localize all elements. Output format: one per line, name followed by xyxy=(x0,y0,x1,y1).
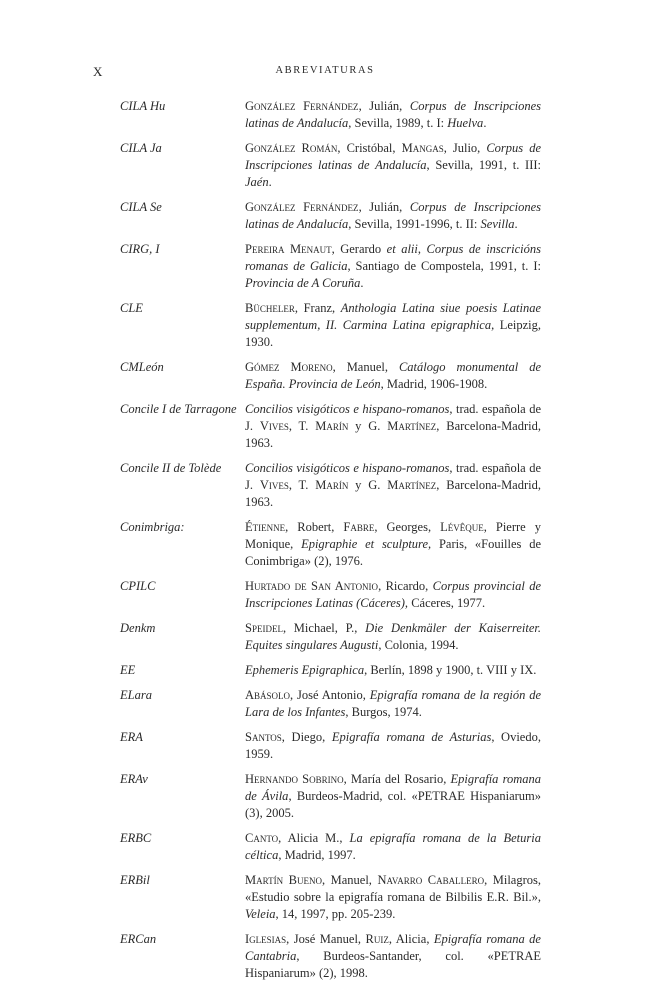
abbreviation-entry xyxy=(0,662,650,679)
author-name: Abásolo xyxy=(245,688,291,702)
abbreviation-entry xyxy=(0,140,650,191)
bibliographic-reference xyxy=(245,729,541,763)
abbreviation-term: CILA Hu xyxy=(120,99,166,113)
abbreviation-entry xyxy=(0,401,650,452)
reference-text: , Madrid, 1997. xyxy=(278,848,356,862)
abbreviation-term: ERBC xyxy=(120,831,152,845)
abbreviation-term: CILA Se xyxy=(120,200,162,214)
reference-text: , Alicia M., xyxy=(278,831,350,845)
author-name: Santos xyxy=(245,730,282,744)
reference-text: , Berlín, 1898 y 1900, t. VIII y IX. xyxy=(364,663,537,677)
reference-text: , Burgos, 1974. xyxy=(345,705,422,719)
reference-text: , Julio, xyxy=(443,141,487,155)
abbreviation-entry xyxy=(0,519,650,570)
reference-text: , Robert, xyxy=(285,520,344,534)
bibliographic-reference xyxy=(245,872,541,923)
reference-text: , xyxy=(417,242,427,256)
author-name: Navarro Caballero xyxy=(377,873,485,887)
reference-text: . xyxy=(268,175,272,189)
work-title: Jaén xyxy=(245,175,269,189)
work-title: et alii xyxy=(386,242,418,256)
reference-text: , Cristóbal, xyxy=(337,141,402,155)
reference-text: , Sevilla, 1991-1996, t. II: xyxy=(348,217,481,231)
reference-text: , Diego, xyxy=(281,730,332,744)
reference-text: , Sevilla, 1991, t. III: xyxy=(426,158,541,172)
reference-text: , Alicia, xyxy=(388,932,434,946)
work-title: Corpus de Inscripciones latinas de Andalucía xyxy=(245,141,541,172)
work-title: Provincia de A Coruña xyxy=(245,276,361,290)
work-title: Epigrafía romana de Asturias xyxy=(331,730,492,744)
reference-text: , Santiago de Compostela, 1991, t. I: xyxy=(347,259,541,273)
abbreviation-term: CILA Ja xyxy=(120,141,162,155)
abbreviation-entry xyxy=(0,578,650,612)
reference-text: . xyxy=(360,276,364,290)
reference-text: , trad. española de J. xyxy=(245,402,541,433)
author-name: Marín xyxy=(315,478,349,492)
bibliographic-reference xyxy=(245,830,541,864)
abbreviation-entry xyxy=(0,300,650,351)
reference-text: . xyxy=(483,116,487,130)
author-name: Hernando Sobrino xyxy=(245,772,344,786)
work-title: Huelva xyxy=(447,116,484,130)
reference-text: y G. xyxy=(348,478,388,492)
abbreviation-entry xyxy=(0,687,650,721)
abbreviation-term: ERCan xyxy=(120,932,157,946)
bibliographic-reference xyxy=(245,300,541,351)
author-name: González Fernández xyxy=(245,99,359,113)
reference-text: Cáceres, 1977. xyxy=(408,596,486,610)
reference-text: , Ricardo, xyxy=(378,579,433,593)
work-title: Ephemeris Epigraphica xyxy=(245,663,365,677)
abbreviation-term: Denkm xyxy=(120,621,156,635)
bibliographic-reference xyxy=(245,620,541,654)
work-title: Corpus de inscricións romanas de Galicia xyxy=(245,242,542,273)
work-title: Epigrafía romana de Cantabria xyxy=(245,932,541,963)
reference-text: , Burdeos-Santander, col. «PETRAE Hispaniarum» (2), 1998. xyxy=(245,949,541,980)
reference-text: y G. xyxy=(348,419,388,433)
author-name: Martínez xyxy=(387,478,437,492)
reference-text: . xyxy=(514,217,518,231)
reference-text: , Oviedo, 1959. xyxy=(245,730,541,761)
author-name: Martín Bueno xyxy=(245,873,322,887)
author-name: Étienne xyxy=(245,520,286,534)
author-name: Gómez Moreno xyxy=(245,360,333,374)
running-header xyxy=(0,64,650,84)
abbreviation-entry xyxy=(0,359,650,393)
reference-text: , Madrid, 1906-1908. xyxy=(380,377,488,391)
bibliographic-reference xyxy=(245,140,541,191)
work-title: La epigrafía romana de la Beturia céltica xyxy=(245,831,541,862)
work-title: Sevilla xyxy=(480,217,515,231)
work-title: Corpus de Inscripciones latinas de Andalucía xyxy=(245,200,542,231)
reference-text: , Julián, xyxy=(358,99,410,113)
abbreviation-term: ELara xyxy=(120,688,152,702)
work-title: Anthologia Latina siue poesis Latinae supplementum, II. Carmina Latina epigraphica, xyxy=(245,301,541,332)
reference-text: , Colonia, 1994. xyxy=(378,638,459,652)
work-title: Concilios visigóticos e hispano-romanos xyxy=(245,402,450,416)
abbreviation-entry xyxy=(0,460,650,511)
work-title: Concilios visigóticos e hispano-romanos xyxy=(245,461,450,475)
reference-text: , trad. española de J. xyxy=(245,461,541,492)
work-title: Corpus provincial de Inscripciones Latinas (Cáceres), xyxy=(245,579,541,610)
abbreviation-entry xyxy=(0,830,650,864)
reference-text: Paris, «Fouilles de Conimbriga» (2), 1976. xyxy=(245,537,542,568)
reference-text: , Georges, xyxy=(374,520,441,534)
abbreviation-term: CPILC xyxy=(120,579,156,593)
abbreviation-entry xyxy=(0,729,650,763)
author-name: Marín xyxy=(315,419,349,433)
bibliographic-reference xyxy=(245,771,541,822)
reference-text: , Julián, xyxy=(358,200,410,214)
author-name: Iglesias xyxy=(245,932,287,946)
bibliographic-reference xyxy=(245,578,541,612)
bibliographic-reference xyxy=(245,662,541,679)
bibliographic-reference xyxy=(245,687,541,721)
abbreviation-term: Conimbriga: xyxy=(120,520,185,534)
abbreviation-entry xyxy=(0,98,650,132)
author-name: Mangas xyxy=(401,141,444,155)
work-title: Veleia xyxy=(245,907,276,921)
abbreviation-entry xyxy=(0,199,650,233)
reference-text: , Sevilla, 1989, t. I: xyxy=(348,116,448,130)
author-name: Pereira Menaut xyxy=(245,242,332,256)
reference-text: , T. xyxy=(288,419,316,433)
page-number: X xyxy=(93,64,103,79)
bibliographic-reference xyxy=(245,931,541,982)
abbreviation-entry xyxy=(0,241,650,292)
reference-text: , Michael, P., xyxy=(282,621,366,635)
work-title: Die Denkmäler der Kaiserreiter. Equites singulares Augusti xyxy=(245,621,541,652)
author-name: Vives xyxy=(259,419,289,433)
abbreviation-list xyxy=(0,98,650,990)
work-title: Epigrafía romana de la región de Lara de los Infantes xyxy=(245,688,541,719)
reference-text: , Milagros, «Estudio sobre la epigrafía romana de Bilbilis E.R. Bil.», xyxy=(245,873,542,904)
author-name: González Fernández xyxy=(245,200,359,214)
reference-text: , Barcelona-Madrid, 1963. xyxy=(245,419,541,450)
abbreviation-term: EE xyxy=(120,663,136,677)
reference-text: , Manuel, xyxy=(321,873,378,887)
abbreviation-term: CIRG, I xyxy=(120,242,160,256)
reference-text: , José Antonio, xyxy=(290,688,370,702)
abbreviation-term: CMLeón xyxy=(120,360,164,374)
bibliographic-reference xyxy=(245,359,541,393)
author-name: Martínez xyxy=(387,419,437,433)
abbreviation-term: Concile II de Tolède xyxy=(120,461,222,475)
bibliographic-reference xyxy=(245,98,541,132)
author-name: Bücheler xyxy=(245,301,295,315)
abbreviation-term: ERA xyxy=(120,730,143,744)
work-title: Epigrafía romana de Ávila xyxy=(245,772,541,803)
author-name: González Román xyxy=(245,141,338,155)
work-title: Corpus de Inscripciones latinas de Andalucía xyxy=(245,99,542,130)
abbreviation-term: Concile I de Tarragone xyxy=(120,402,237,416)
reference-text: , Franz, xyxy=(294,301,341,315)
author-name: Lévêque xyxy=(440,520,484,534)
reference-text: , Gerardo xyxy=(331,242,387,256)
work-title: Catálogo monumental de España. Provincia de León xyxy=(245,360,542,391)
reference-text: , Manuel, xyxy=(332,360,399,374)
reference-text: , T. xyxy=(288,478,316,492)
work-title: Epigraphie et sculpture, xyxy=(301,537,432,551)
author-name: Canto xyxy=(245,831,279,845)
abbreviation-term: ERAv xyxy=(120,772,148,786)
reference-text: Leipzig, 1930. xyxy=(245,318,541,349)
abbreviation-entry xyxy=(0,620,650,654)
author-name: Ruiz xyxy=(365,932,389,946)
reference-text: , María del Rosario, xyxy=(343,772,451,786)
abbreviation-entry xyxy=(0,872,650,923)
reference-text: , Burdeos-Madrid, col. «PETRAE Hispaniarum» (3), 2005. xyxy=(245,789,541,820)
bibliographic-reference xyxy=(245,519,541,570)
abbreviation-entry xyxy=(0,931,650,982)
reference-text: , 14, 1997, pp. 205-239. xyxy=(275,907,396,921)
bibliographic-reference xyxy=(245,460,541,511)
author-name: Vives xyxy=(259,478,289,492)
running-head-title: ABREVIATURAS xyxy=(275,65,375,76)
bibliographic-reference xyxy=(245,199,541,233)
abbreviation-entry xyxy=(0,771,650,822)
reference-text: , José Manuel, xyxy=(286,932,366,946)
reference-text: , Barcelona-Madrid, 1963. xyxy=(245,478,541,509)
author-name: Speidel xyxy=(245,621,283,635)
author-name: Hurtado de San Antonio xyxy=(245,579,379,593)
reference-text: , Pierre y Monique, xyxy=(245,520,541,551)
bibliographic-reference xyxy=(245,401,541,452)
abbreviation-term: CLE xyxy=(120,301,143,315)
bibliographic-reference xyxy=(245,241,541,292)
abbreviation-term: ERBil xyxy=(120,873,150,887)
author-name: Fabre xyxy=(343,520,375,534)
